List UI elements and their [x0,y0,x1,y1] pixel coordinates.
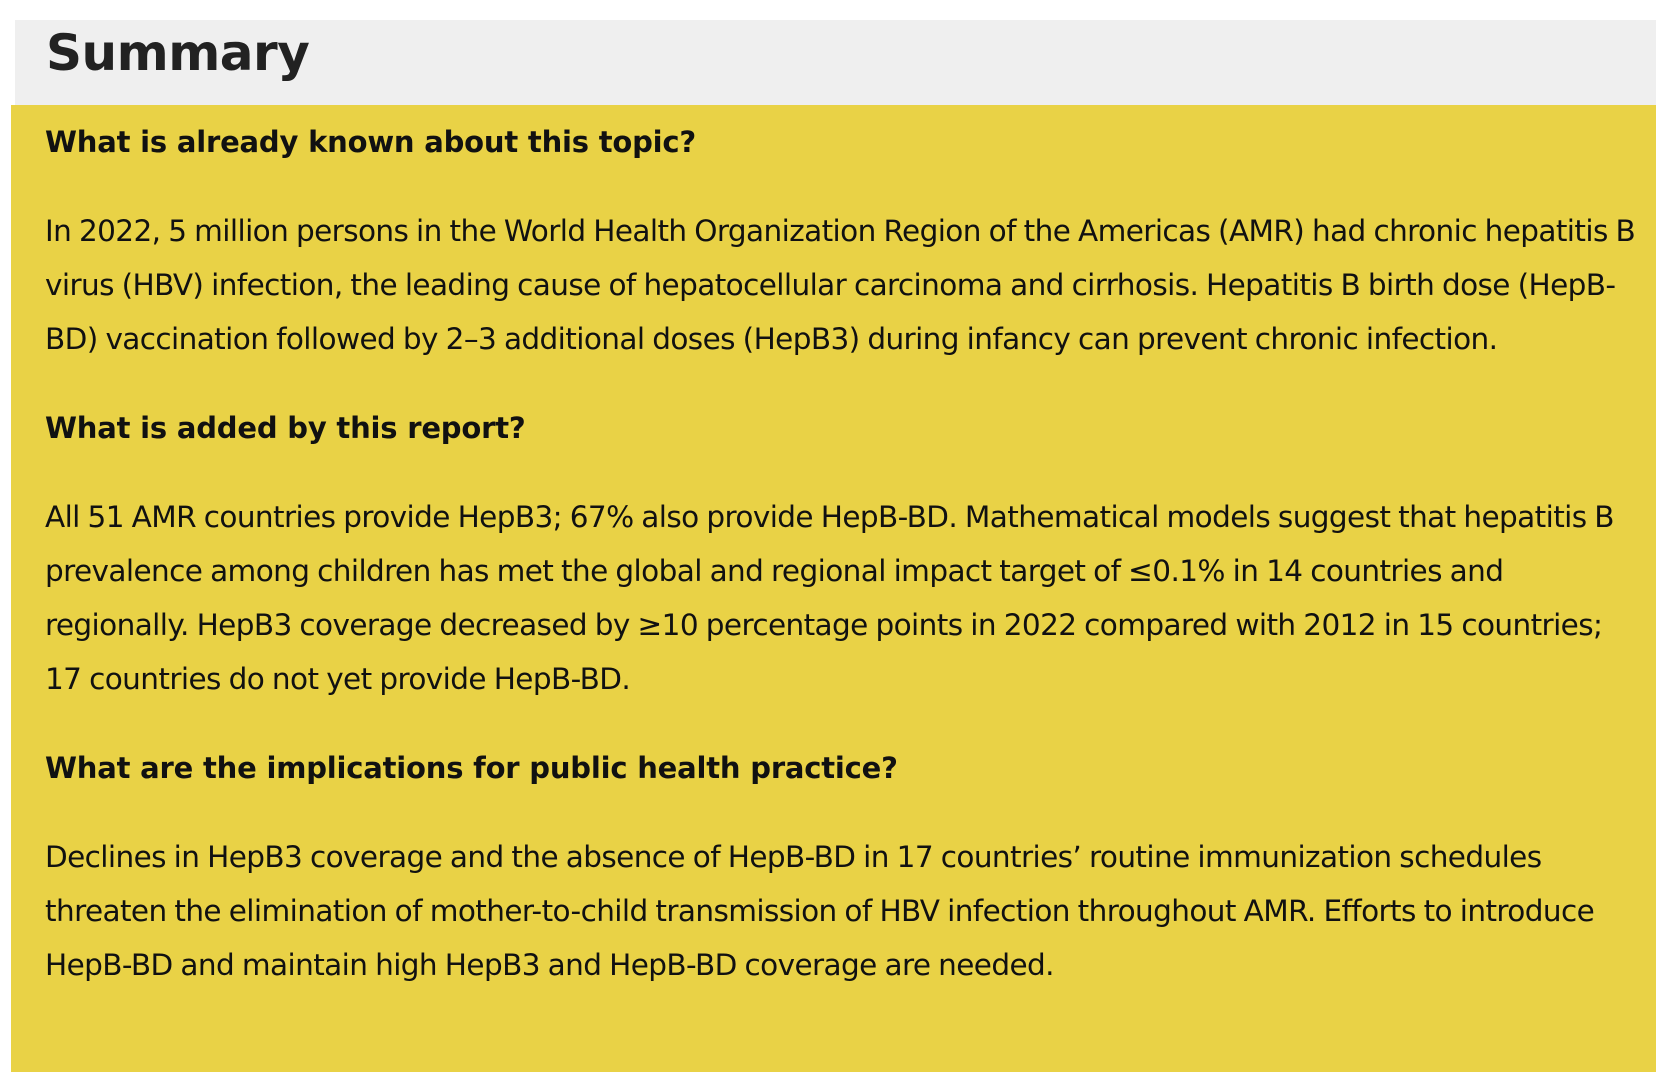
added-by-report-heading: What is added by this report? [45,411,526,445]
summary-body [11,105,1656,1072]
summary-header [15,20,1656,105]
summary-title: Summary [46,24,310,82]
summary-box [11,20,1656,1072]
added-by-report-text: All 51 AMR countries provide HepB3; 67% also provide HepB-BD. Mathematical models suggest that hepatitis B prevalence among children has met the global and regional impact target of ≤0.1% in 14 countries and regionally. HepB3 coverage decreased by ≥10 percentage points in 2022 compared with 2012 in 15 countries; 17 countries do not yet provide HepB-BD. [45,500,1614,696]
implications-heading: What are the implications for public health practice? [45,751,898,785]
implications-text: Declines in HepB3 coverage and the absence of HepB-BD in 17 countries’ routine immunization schedules threaten the elimination of mother-to-child transmission of HBV infection throughout AMR. Efforts to introduce HepB-BD and maintain high HepB3 and HepB-BD coverage are needed. [45,840,1595,982]
known-topic-text: In 2022, 5 million persons in the World Health Organization Region of the Americas (AMR) had chronic hepatitis B virus (HBV) infection, the leading cause of hepatocellular carcinoma and cirrhosis. Hepatitis B birth dose (HepB-BD) vaccination followed by 2–3 additional doses (HepB3) during infancy can prevent chronic infection. [45,214,1636,356]
known-topic-heading: What is already known about this topic? [45,125,697,159]
